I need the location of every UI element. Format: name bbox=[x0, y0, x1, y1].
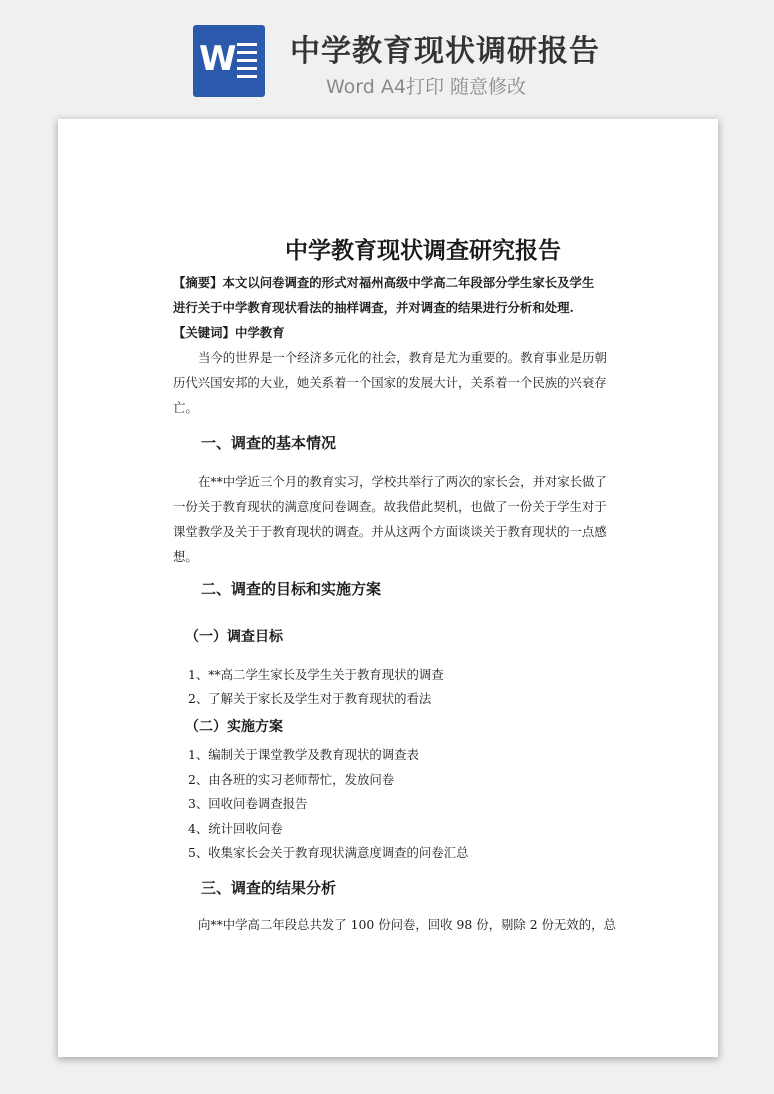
abstract-line: 进行关于中学教育现状看法的抽样调查，并对调查的结果进行分析和处理. bbox=[173, 300, 574, 315]
section1-line: 课堂教学及关于于教育现状的调查。并从这两个方面谈谈关于教育现状的一点感 bbox=[173, 524, 607, 539]
section1-line: 在**中学近三个月的教育实习，学校共举行了两次的家长会，并对家长做了 bbox=[198, 474, 607, 489]
banner-title: 中学教育现状调研报告 bbox=[290, 34, 600, 69]
intro-line: 历代兴国安邦的大业，她关系着一个国家的发展大计，关系着一个民族的兴衰存 bbox=[173, 375, 607, 390]
page-banner bbox=[0, 0, 774, 118]
section2-heading: 二、调查的目标和实施方案 bbox=[201, 580, 382, 598]
document-title: 中学教育现状调查研究报告 bbox=[285, 237, 561, 264]
word-icon-letter: W bbox=[199, 39, 237, 79]
list-item: 5、收集家长会关于教育现状满意度调查的问卷汇总 bbox=[188, 845, 469, 860]
list-item: 3、回收问卷调查报告 bbox=[188, 796, 308, 811]
sub1-heading: （一）调查目标 bbox=[185, 629, 283, 645]
section1-line: 一份关于教育现状的满意度问卷调查。故我借此契机，也做了一份关于学生对于 bbox=[173, 499, 607, 514]
list-item: 1、**高二学生家长及学生关于教育现状的调查 bbox=[188, 667, 444, 682]
keywords-line: 【关键词】中学教育 bbox=[173, 325, 285, 340]
section3-line: 向**中学高二年段总共发了 100 份问卷，回收 98 份，剔除 2 份无效的，总 bbox=[198, 917, 616, 932]
list-item: 2、了解关于家长及学生对于教育现状的看法 bbox=[188, 691, 432, 706]
section1-heading: 一、调查的基本情况 bbox=[201, 434, 337, 452]
intro-line: 亡。 bbox=[173, 400, 198, 415]
list-item: 2、由各班的实习老师帮忙，发放问卷 bbox=[188, 772, 395, 787]
document-page bbox=[58, 119, 718, 1057]
word-document-icon bbox=[193, 25, 265, 97]
section1-line: 想。 bbox=[173, 549, 198, 564]
list-item: 4、统计回收问卷 bbox=[188, 821, 283, 836]
sub2-heading: （二）实施方案 bbox=[185, 719, 283, 735]
section3-heading: 三、调查的结果分析 bbox=[201, 879, 337, 897]
list-item: 1、编制关于课堂教学及教育现状的调查表 bbox=[188, 747, 419, 762]
banner-subtitle: Word A4打印 随意修改 bbox=[326, 76, 527, 98]
abstract-line: 【摘要】本文以问卷调查的形式对福州高级中学高二年段部分学生家长及学生 bbox=[173, 275, 595, 290]
intro-line: 当今的世界是一个经济多元化的社会，教育是尤为重要的。教育事业是历朝 bbox=[198, 350, 607, 365]
